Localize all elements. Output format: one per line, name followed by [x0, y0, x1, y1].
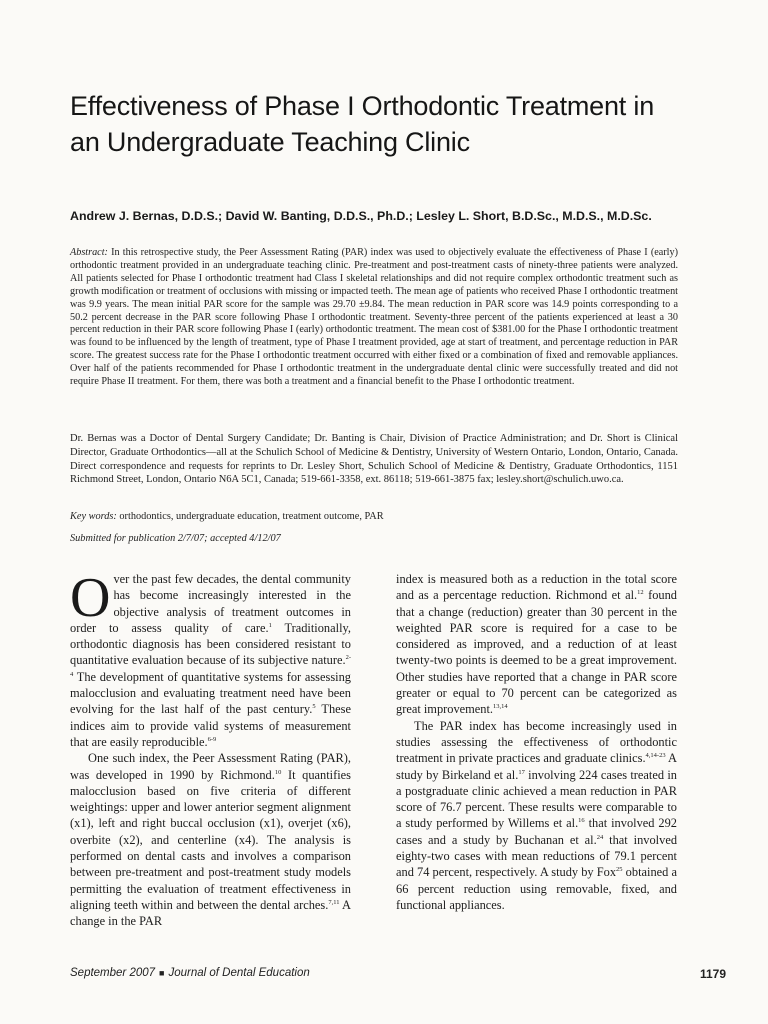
journal-name: Journal of Dental Education	[168, 967, 310, 979]
separator-square-icon: ■	[159, 968, 165, 978]
author-list: Andrew J. Bernas, D.D.S.; David W. Banting, D.D.S., Ph.D.; Lesley L. Short, B.D.Sc., M.D.S., M.D.Sc.	[70, 209, 652, 223]
citation: 4,14-23	[645, 752, 666, 760]
body-paragraph: Over the past few decades, the dental community has become increasingly interested in the objective analysis of treatment outcomes in order to assess quality of care.$^1$ Traditionally, orthodontic diagnosis has been considered resistant to quantitative evaluation because of its subjective nature.$^{2-4}$ The development of quantitative systems for assessing malocclusion and evaluating treatment need have been evolving for the last half of the past century.$^5$ These indices aim to provide valid systems of measurement that are easily reproducible.$^{6-9}$	[70, 567, 351, 749]
body-paragraph: The PAR index has become increasingly used in studies assessing the effectiveness of orthodontic treatment in private practices and graduate clinics.$^{4,14-23}$ A study by Birkeland et al.$^{17}$ involving 224 cases treated in a postgraduate clinic achieved a mean reduction in PAR score of 76.7 percent. These results were comparable to a study performed by Willems et al.$^{16}$ that involved 292 cases and a study by Buchanan et al.$^{24}$ that involved eighty-two cases with mean reductions of 79.1 percent and 74 percent, respectively. A study by Fox$^{25}$ obtained a 66 percent reduction using removable, fixed, and functional appliances.	[396, 718, 678, 912]
citation: 10	[274, 768, 282, 776]
abstract-label: Abstract:	[70, 247, 108, 258]
citation: 13,14	[493, 703, 508, 711]
citation: 1	[268, 621, 272, 629]
running-footer	[70, 967, 310, 979]
citation: 7,11	[328, 898, 340, 906]
abstract-text: In this retrospective study, the Peer Assessment Rating (PAR) index was used to objectively evaluate the effectiveness of Phase I (early) orthodontic treatment provided in an undergraduate teaching clinic. Pre-treatment and post-treatment casts of ninety-three patients were analyzed. All patients selected for Phase I orthodontic treatment had Class I skeletal relationships and did not require complex orthodontic treatment such as growth modification or treatment of occlusions with missing or impacted teeth. The mean age of patients who received Phase I orthodontic treatment was 9.9 years. The mean initial PAR score for the sample was 29.70 ±9.84. The mean reduction in PAR score was 14.9 points corresponding to a 50.2 percent decrease in the PAR score following Phase I orthodontic treatment. Seventy-three percent of the patients experienced at least a 30 percent reduction in their PAR score following Phase I (early) orthodontic treatment. The mean cost of $381.00 for the Phase I orthodontic treatment was found to be influenced by the length of treatment, type of Phase I treatment provided, age at start of treatment, and percentage reduction in PAR score. The greatest success rate for the Phase I orthodontic treatment occurred with either fixed or a combination of fixed and removable appliances. Over half of the patients recommended for Phase I orthodontic treatment in the undergraduate dental clinic were successfully treated and did not require Phase II treatment. For them, there was both a treatment and a financial benefit to the Phase I orthodontic treatment.	[70, 247, 678, 388]
body-paragraph: index is measured both as a reduction in the total score and as a percentage reduction. Richmond et al.$^{12}$ found that a change (reduction) greater than 30 percent in the weighted PAR score is required for a case to be considered as improved, and a reduction of at least twenty-two points is deemed to be a great improvement. Other studies have reported that a change in PAR score greater or equal to 70 percent can be categorized as great improvement.$^{13,14}$	[396, 572, 677, 717]
citation: 16	[578, 817, 585, 825]
keywords	[70, 510, 678, 523]
issue-date: September 2007	[70, 967, 156, 979]
keywords-label: Key words:	[70, 511, 117, 522]
citation: 5	[312, 703, 316, 711]
citation: 17	[518, 768, 525, 776]
page-footer	[70, 967, 726, 983]
body-paragraph: One such index, the Peer Assessment Rating (PAR), was developed in 1990 by Richmond.$^{10}$ It quantifies malocclusion based on five criteria of different weightings: upper and lower anterior segment alignment (x1), left and right buccal occlusion (x1), overjet (x6), overbite (x2), and centerline (x4). The analysis is performed on dental casts and involves a comparison between pre-treatment and post-treatment study models permitting the evaluation of treatment effectiveness in aligning teeth within and between the dental arches.$^{7,11}$ A change in the PAR	[70, 751, 351, 929]
submission-dates: Submitted for publication 2/7/07; accepted 4/12/07	[70, 533, 281, 544]
body-column-left	[70, 567, 351, 930]
article-title: Effectiveness of Phase I Orthodontic Treatment in an Undergraduate Teaching Clinic	[70, 91, 655, 157]
author-affiliations: Dr. Bernas was a Doctor of Dental Surgery Candidate; Dr. Banting is Chair, Division of Practice Administration; and Dr. Short is Clinical Director, Graduate Orthodontics—all at the Schulich School of Medicine & Dentistry, University of Western Ontario, London, Ontario, Canada. Direct correspondence and requests for reprints to Dr. Lesley Short, Schulich School of Medicine & Dentistry, Graduate Orthodontics, 1151 Richmond Street, London, Ontario N6A 5C1, Canada; 519-661-3358, ext. 86118; 519-661-3875 fax; lesley.short@schulich.uwo.ca.	[70, 433, 678, 486]
page-number: 1179	[699, 967, 726, 981]
drop-cap: O	[70, 567, 111, 629]
citation: 2-4	[70, 654, 351, 678]
citation: 12	[637, 589, 644, 597]
body-column-right	[396, 571, 677, 913]
keywords-text: orthodontics, undergraduate education, treatment outcome, PAR	[116, 511, 384, 522]
citation: 24	[596, 833, 604, 841]
citation: 25	[616, 866, 623, 874]
abstract	[70, 247, 678, 389]
citation: 6-9	[207, 735, 217, 743]
